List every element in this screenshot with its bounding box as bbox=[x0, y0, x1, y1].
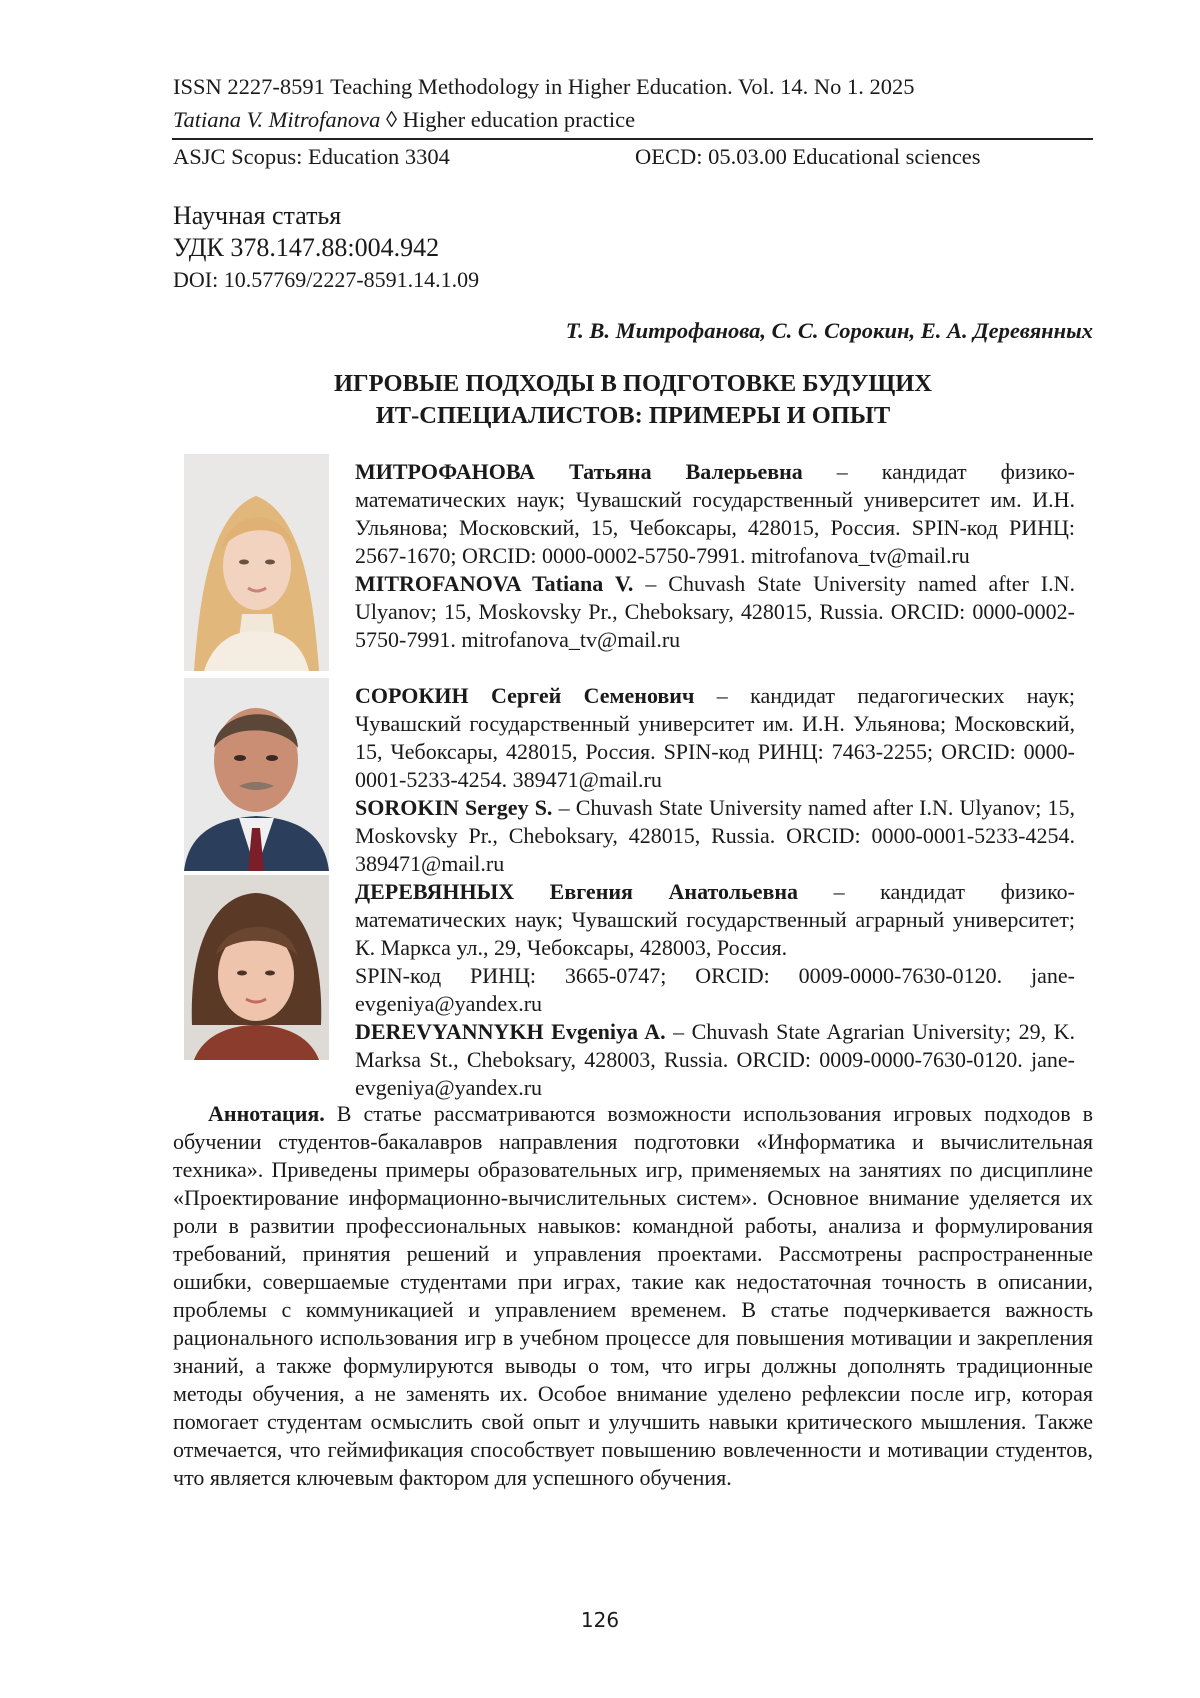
oecd-classification: OECD: 05.03.00 Educational sciences bbox=[635, 144, 981, 169]
author-photo-mitrofanova bbox=[184, 454, 329, 671]
article-type: Научная статья bbox=[173, 201, 342, 230]
author-photo-derevyannykh bbox=[184, 875, 329, 1060]
abstract-text: В статье рассматриваются возможности использования игровых подходов в обучении студентов-бакалавров направления подготовки «Информатика и вычислительная техника». Приведены примеры образовательных игр, применяемых на занятиях по дисциплине «Проектирование информационно-вычислительных систем». Основное внимание уделяется их роли в развитии профессиональных навыков: командной работы, анализа и формулирования требований, принятия решений и управления проектами. Рассмотрены распространенные ошибки, совершаемые студентами при играх, такие как недостаточная точность в описании, проблемы с коммуникацией и управлением временем. В статье подчеркивается важность рационального использования игр в учебном процессе для повышения мотивации и закрепления знаний, а также формулируются выводы о том, что игры должны дополнять традиционные методы обучения, а не заменять их. Особое внимание уделено рефлексии после игр, которая помогает студентам осмыслить свой опыт и улучшить навыки критического мышления. Также отмечается, что геймификация способствует повышению вовлеченности и мотивации студентов, что является ключевым фактором для успешного обучения. bbox=[173, 1101, 1093, 1490]
bio-en bbox=[355, 570, 1075, 654]
title-line-2: ИТ-СПЕЦИАЛИСТОВ: ПРИМЕРЫ И ОПЫТ bbox=[375, 402, 891, 429]
article-title bbox=[173, 368, 1093, 432]
udk-code: УДК 378.147.88:004.942 bbox=[173, 233, 440, 262]
author-bio-mitrofanova bbox=[355, 458, 1075, 654]
author-name-ru: ДЕРЕВЯННЫХ Евгения Анатольевна bbox=[355, 879, 799, 904]
running-section: ◊ Higher education practice bbox=[380, 107, 636, 132]
running-author: Tatiana V. Mitrofanova bbox=[173, 107, 381, 132]
bio-en bbox=[355, 794, 1075, 878]
running-author-line bbox=[173, 103, 1093, 136]
bio-ru bbox=[355, 878, 1075, 962]
bio-ru-ids: SPIN-код РИНЦ: 3665-0747; ORCID: 0009-0000-7630-0120. jane-evgeniya@yandex.ru bbox=[355, 963, 1075, 1016]
article-authors: Т. В. Митрофанова, С. С. Сорокин, Е. А. Деревянных bbox=[565, 318, 1093, 343]
author-name-en: MITROFANOVA Tatiana V. bbox=[355, 571, 634, 596]
author-details-en: – Chuvash State University named after I.N. Ulyanov; 15, Moskovsky Pr., Cheboksary, 428015, Russia. ORCID: 0000-0002-5750-7991. mitrofanova_tv@mail.ru bbox=[355, 571, 1075, 652]
author-details-ru: – кандидат физико-математических наук; Чувашский государственный университет им. И.Н. Ульянова; Московский, 15, Чебоксары, 428015, Россия. SPIN-код РИНЦ: 2567-1670; ORCID: 0000-0002-5750-7991. mitrofanova_tv@mail.ru bbox=[355, 459, 1075, 568]
author-name-ru: СОРОКИН Сергей Семенович bbox=[355, 683, 695, 708]
author-details-en: – Chuvash State Agrarian University; 29, K. Marksa St., Cheboksary, 428003, Russia. ORCID: 0009-0000-7630-0120. jane-evgeniya@yandex.ru bbox=[355, 1019, 1075, 1100]
abstract bbox=[173, 1100, 1093, 1492]
author-bio-derevyannykh bbox=[355, 878, 1075, 1102]
author-name-en: SOROKIN Sergey S. bbox=[355, 795, 553, 820]
author-bio-sorokin bbox=[355, 682, 1075, 878]
article-meta bbox=[173, 200, 479, 294]
page-number: 126 bbox=[580, 1608, 620, 1632]
journal-issn-line: ISSN 2227-8591 Teaching Methodology in Higher Education. Vol. 14. No 1. 2025 bbox=[173, 74, 915, 99]
header-divider bbox=[172, 138, 1093, 140]
bio-ru bbox=[355, 682, 1075, 794]
running-header bbox=[173, 70, 1093, 136]
bio-en bbox=[355, 1018, 1075, 1102]
author-details-ru: – кандидат педагогических наук; Чувашский государственный университет им. И.Н. Ульянова; Московский, 15, Чебоксары, 428015, Россия. SPIN-код РИНЦ: 7463-2255; ORCID: 0000-0001-5233-4254. 389471@mail.ru bbox=[355, 683, 1075, 792]
author-photo-sorokin bbox=[184, 678, 329, 871]
abstract-label: Аннотация. bbox=[208, 1101, 325, 1126]
doi[interactable]: DOI: 10.57769/2227-8591.14.1.09 bbox=[173, 267, 480, 292]
title-line-1: ИГРОВЫЕ ПОДХОДЫ В ПОДГОТОВКЕ БУДУЩИХ bbox=[334, 370, 932, 397]
asjc-classification: ASJC Scopus: Education 3304 bbox=[173, 144, 450, 169]
author-name-en: DEREVYANNYKH Evgeniya A. bbox=[355, 1019, 666, 1044]
author-name-ru: МИТРОФАНОВА Татьяна Валерьевна bbox=[355, 459, 803, 484]
author-details-en: – Chuvash State University named after I.N. Ulyanov; 15, Moskovsky Pr., Cheboksary, 428015, Russia. ORCID: 0000-0001-5233-4254. 389471@mail.ru bbox=[355, 795, 1075, 876]
bio-ru bbox=[355, 458, 1075, 570]
author-details-ru: – кандидат физико-математических наук; Чувашский государственный аграрный университет; К. Маркса ул., 29, Чебоксары, 428003, Россия. bbox=[355, 879, 1075, 960]
abstract-paragraph bbox=[173, 1100, 1093, 1492]
